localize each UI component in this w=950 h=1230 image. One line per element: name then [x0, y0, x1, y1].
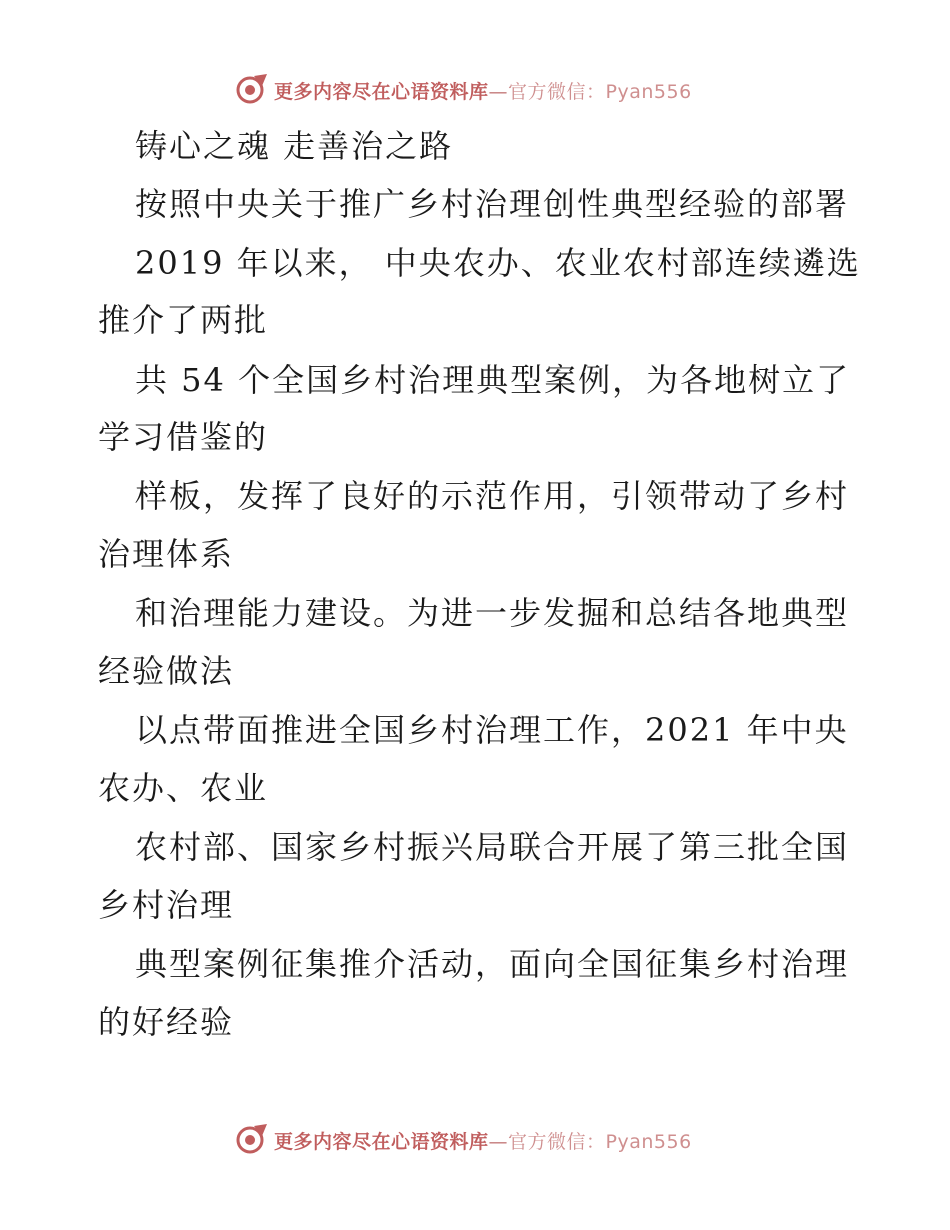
paragraph-line: 的好经验	[98, 1003, 235, 1041]
watermark-sep: —	[488, 80, 509, 103]
paragraph-line: 经验做法	[98, 652, 235, 690]
paragraph-line: 学习借鉴的	[98, 418, 269, 456]
paragraph-line: 样板，发挥了良好的示范作用，引领带动了乡村	[135, 477, 850, 515]
watermark-handle: Pyan556	[605, 80, 692, 103]
paragraph-line: 2019 年以来， 中央农办、农业农村部连续遴选	[135, 244, 861, 282]
paragraph-line: 治理体系	[98, 535, 235, 573]
watermark-text	[274, 1127, 692, 1154]
logo-icon	[234, 1122, 270, 1158]
paragraph-line: 和治理能力建设。为进一步发掘和总结各地典型	[135, 594, 850, 632]
paragraph-line: 推介了两批	[98, 301, 269, 339]
watermark-label: 官方微信：	[508, 80, 606, 103]
paragraph-line: 按照中央关于推广乡村治理创性典型经验的部署	[135, 185, 850, 223]
watermark-sep: —	[488, 1130, 509, 1153]
paragraph-line: 以点带面推进全国乡村治理工作，2021 年中央	[135, 711, 849, 749]
paragraph-line: 农村部、国家乡村振兴局联合开展了第三批全国	[135, 828, 850, 866]
paragraph-line: 共 54 个全国乡村治理典型案例，为各地树立了	[135, 361, 851, 399]
watermark-handle: Pyan556	[605, 1130, 692, 1153]
paragraph-line: 乡村治理	[98, 886, 235, 924]
paragraph-line: 农办、农业	[98, 769, 269, 807]
watermark-label: 官方微信：	[508, 1130, 606, 1153]
footer-watermark	[234, 1120, 692, 1160]
watermark-main: 更多内容尽在心语资料库	[274, 1130, 489, 1153]
watermark-main: 更多内容尽在心语资料库	[274, 80, 489, 103]
footer-watermark-banner	[0, 1120, 950, 1160]
paragraph-line: 典型案例征集推介活动，面向全国征集乡村治理	[135, 945, 850, 983]
doc-title: 铸心之魂 走善治之路	[135, 127, 454, 165]
